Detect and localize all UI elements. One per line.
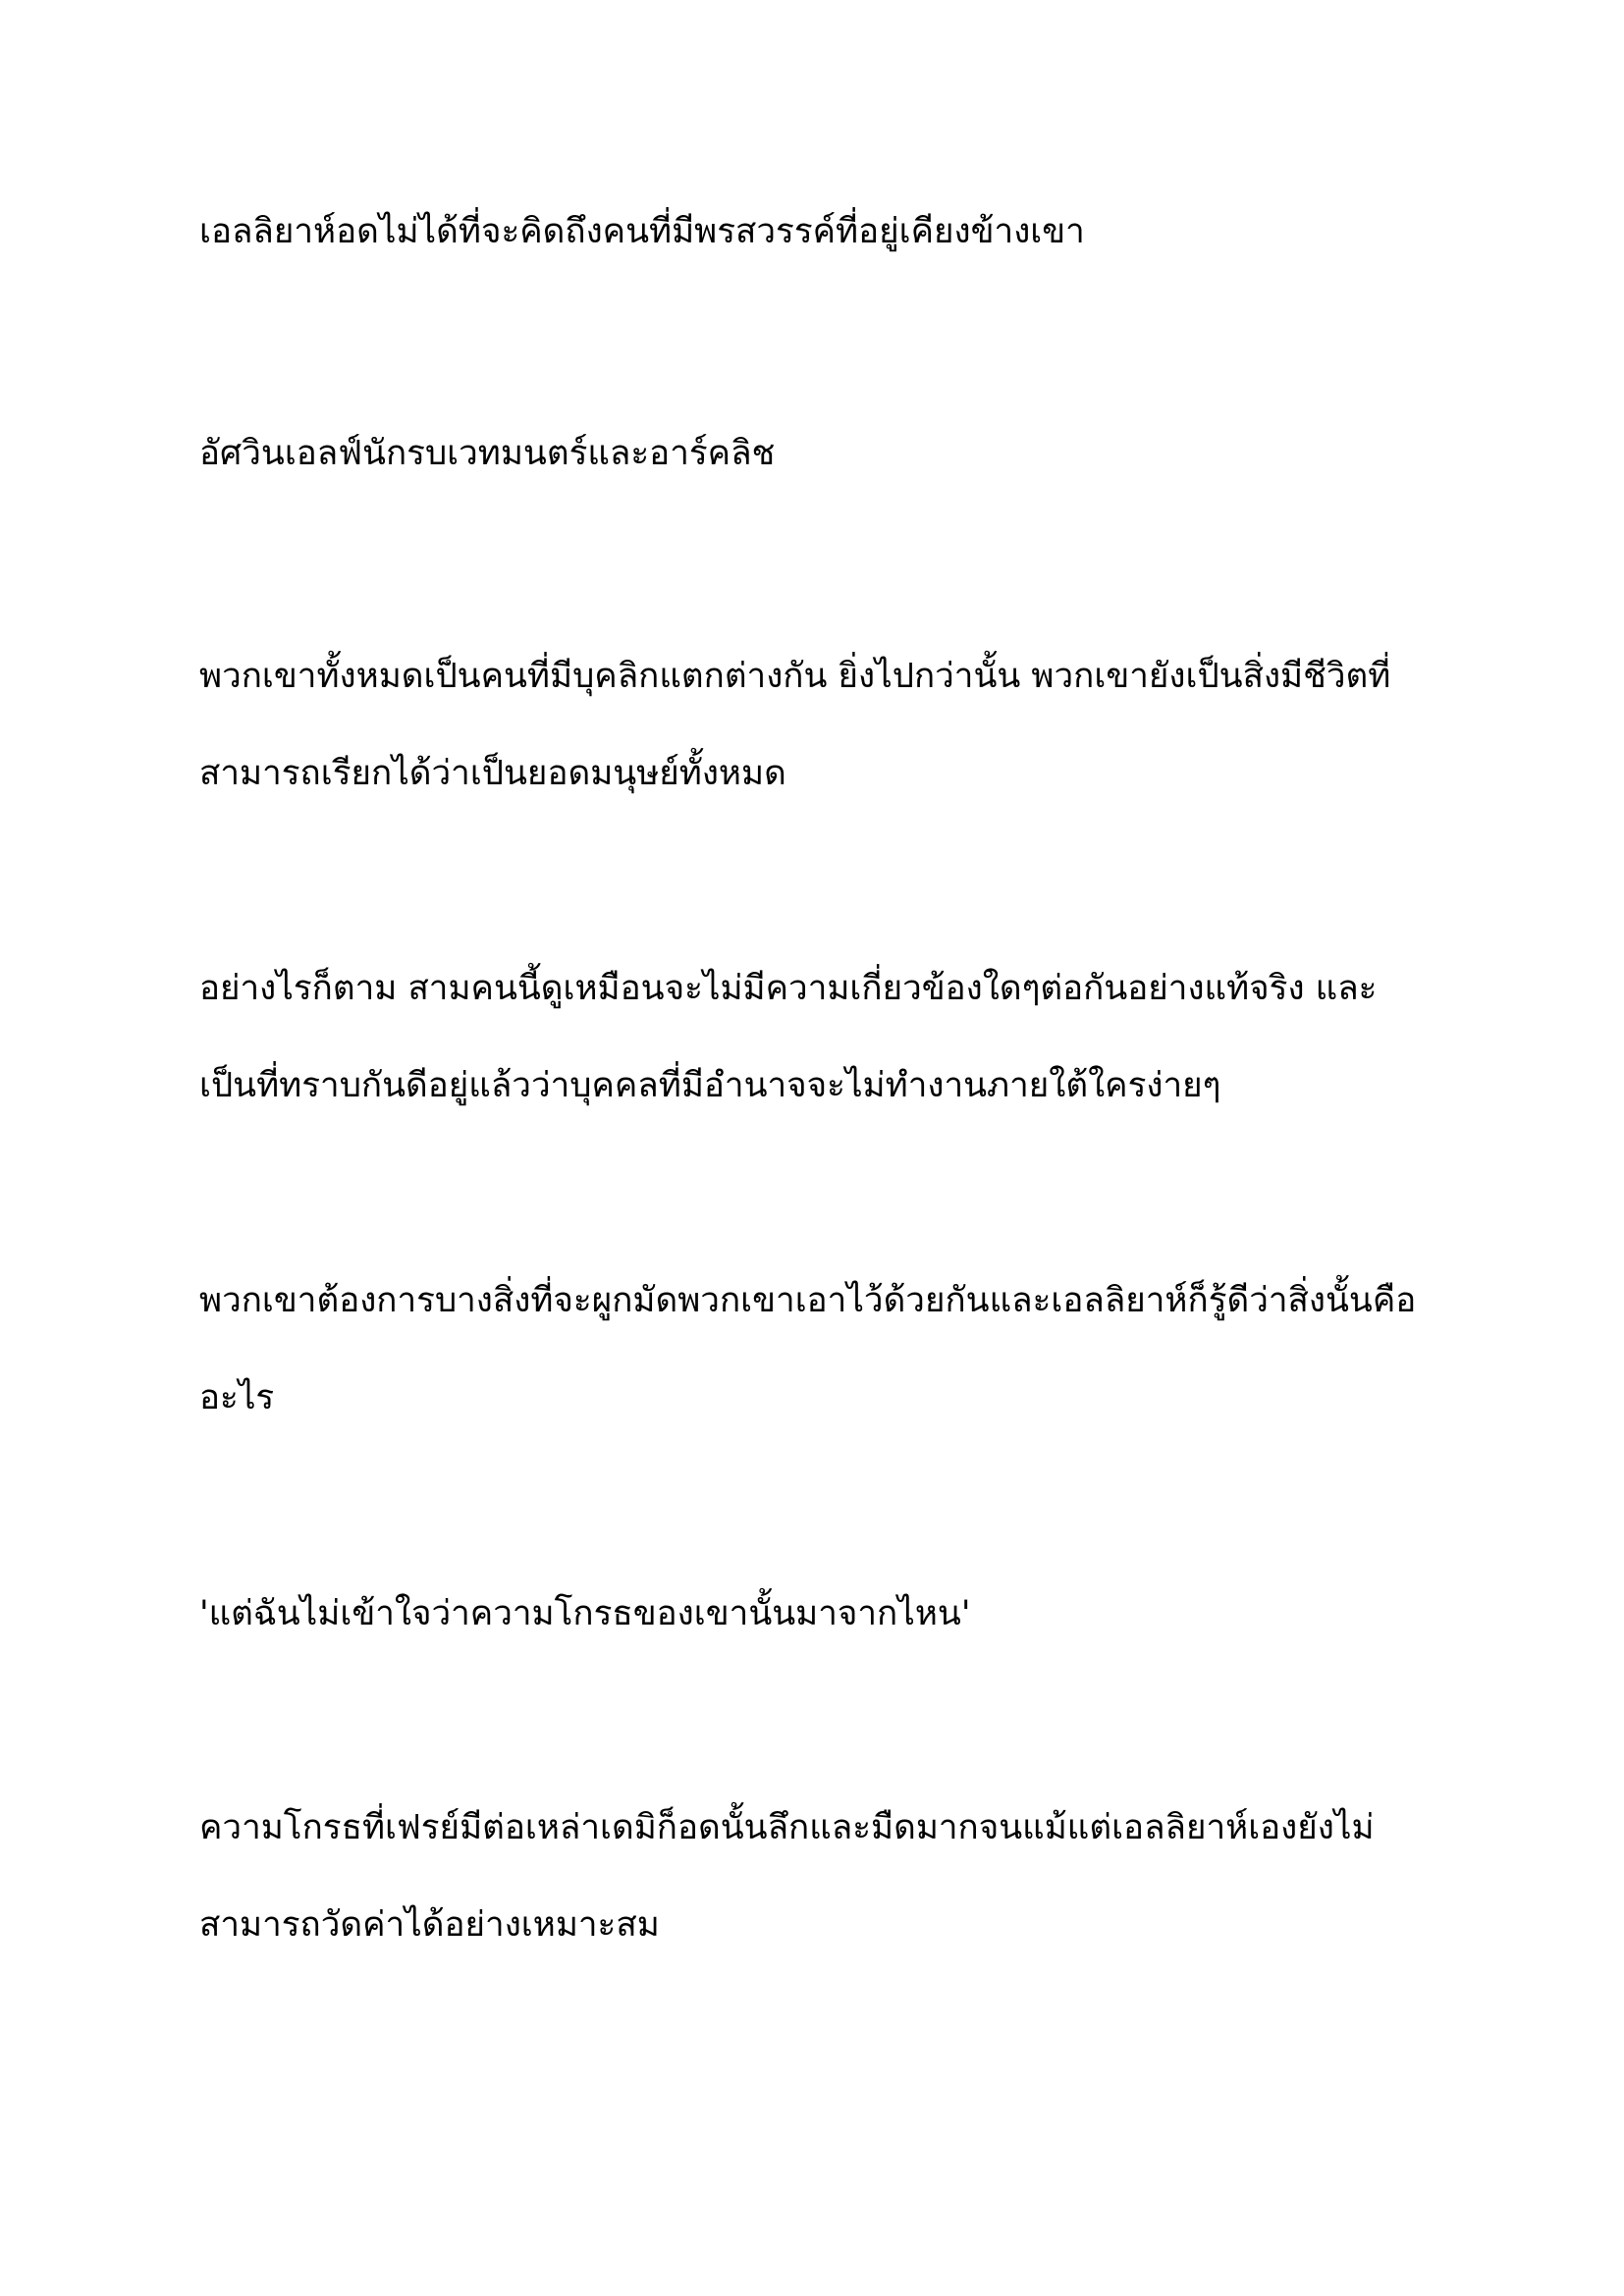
paragraph-5 bbox=[199, 1253, 1436, 1447]
paragraph-2 bbox=[199, 405, 1436, 503]
paragraph-line: พวกเขาทั้งหมดเป็นคนที่มีบุคลิกแตกต่างกัน ยิ่งไปกว่านั้น พวกเขายังเป็นสิ่งมีชีวิตที่ bbox=[199, 657, 1391, 696]
paragraph-line: ความโกรธที่เฟรย์มีต่อเหล่าเดมิก็อดนั้นลึกและมืดมากจนแม้แต่เอลลิยาห์เองยังไม่ bbox=[199, 1808, 1375, 1847]
paragraph-4 bbox=[199, 940, 1436, 1135]
paragraph-line: อะไร bbox=[199, 1378, 275, 1417]
paragraph-line: พวกเขาต้องการบางสิ่งที่จะผูกมัดพวกเขาเอาไว้ด้วยกันและเอลลิยาห์ก็รู้ดีว่าสิ่งนั้นคือ bbox=[199, 1281, 1417, 1320]
paragraph-line: สามารถวัดค่าได้อย่างเหมาะสม bbox=[199, 1905, 660, 1945]
paragraph-6-inner-thought bbox=[199, 1566, 1436, 1663]
paragraph-line: อัศวินเอลฟ์นักรบเวทมนตร์และอาร์คลิช bbox=[199, 434, 776, 473]
paragraph-line: เป็นที่ทราบกันดีอยู่แล้วว่าบุคคลที่มีอำนาจจะไม่ทำงานภายใต้ใครง่ายๆ bbox=[199, 1066, 1221, 1105]
paragraph-line: 'แต่ฉันไม่เข้าใจว่าความโกรธของเขานั้นมาจากไหน' bbox=[199, 1594, 971, 1633]
paragraph-line: เอลลิยาห์อดไม่ได้ที่จะคิดถึงคนที่มีพรสวรรค์ที่อยู่เคียงข้างเขา bbox=[199, 212, 1085, 251]
paragraph-1 bbox=[199, 184, 1436, 281]
paragraph-3 bbox=[199, 628, 1436, 823]
paragraph-line: อย่างไรก็ตาม สามคนนี้ดูเหมือนจะไม่มีความเกี่ยวข้องใดๆต่อกันอย่างแท้จริง และ bbox=[199, 969, 1378, 1008]
paragraph-7 bbox=[199, 1780, 1436, 1974]
paragraph-line: สามารถเรียกได้ว่าเป็นยอดมนุษย์ทั้งหมด bbox=[199, 754, 786, 793]
